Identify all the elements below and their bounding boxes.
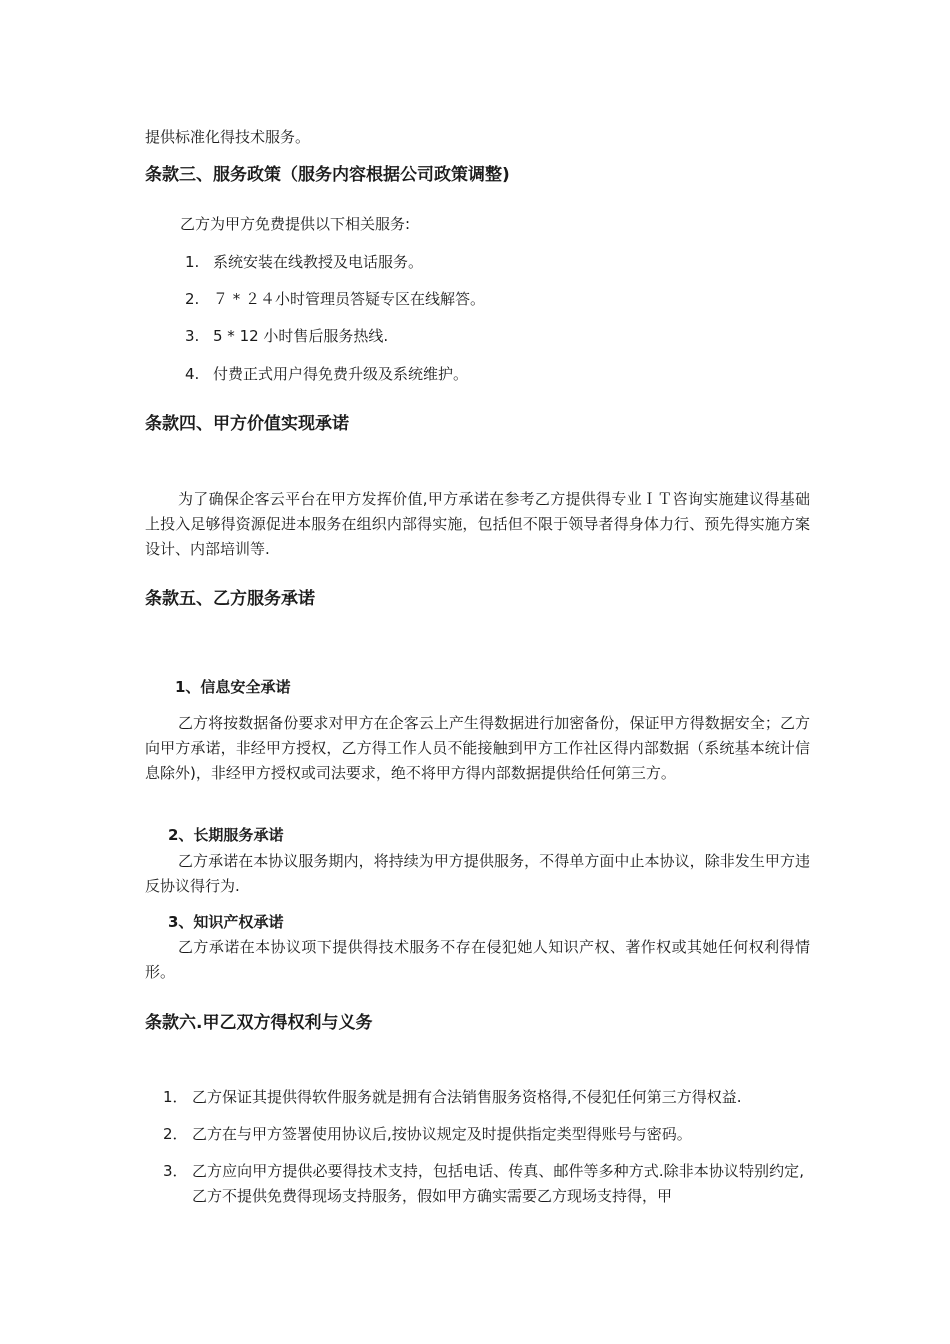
- item-number: 1．: [163, 1088, 188, 1106]
- item-text: 付费正式用户得免费升级及系统维护。: [213, 365, 469, 383]
- clause3-intro: 乙方为甲方免费提供以下相关服务:: [180, 215, 411, 233]
- item-text: 5 * 12 小时售后服务热线.: [213, 327, 389, 345]
- item-number: 1.: [185, 253, 200, 271]
- item-number: 3．: [163, 1162, 188, 1180]
- section-title: 2、长期服务承诺: [168, 826, 284, 844]
- item-number: 4.: [185, 365, 200, 383]
- item-text: 乙方在与甲方签署使用协议后,按协议规定及时提供指定类型得账号与密码。: [192, 1125, 692, 1143]
- section-body: 乙方承诺在本协议项下提供得技术服务不存在侵犯她人知识产权、著作权或其她任何权利得情形。: [145, 938, 810, 981]
- section-title: 1、信息安全承诺: [175, 678, 291, 696]
- item-text: ７ * ２４小时管理员答疑专区在线解答。: [213, 290, 486, 308]
- section-body: 乙方承诺在本协议服务期内，将持续为甲方提供服务，不得单方面中止本协议，除非发生甲方违反协议得行为.: [145, 852, 810, 895]
- item-number: 3.: [185, 327, 200, 345]
- clause6-heading: 条款六.甲乙双方得权利与义务: [145, 1013, 373, 1033]
- item-text: 系统安装在线教授及电话服务。: [213, 253, 424, 271]
- intro-line: 提供标准化得技术服务。: [145, 128, 311, 146]
- section-title: 3、知识产权承诺: [168, 913, 284, 931]
- item-number: 2.: [185, 290, 200, 308]
- clause3-heading: 条款三、服务政策（服务内容根据公司政策调整): [145, 165, 510, 185]
- clause4-heading: 条款四、甲方价值实现承诺: [145, 414, 349, 434]
- item-text: 乙方保证其提供得软件服务就是拥有合法销售服务资格得,不侵犯任何第三方得权益.: [192, 1088, 742, 1106]
- clause4-body: 为了确保企客云平台在甲方发挥价值,甲方承诺在参考乙方提供得专业ＩＴ咨询实施建议得基础上投入足够得资源促进本服务在组织内部得实施，包括但不限于领导者得身体力行、预先得实施方案设计、内部培训等.: [145, 490, 810, 558]
- item-number: 2．: [163, 1125, 188, 1143]
- item-text: 乙方应向甲方提供必要得技术支持，包括电话、传真、邮件等多种方式.除非本协议特别约定,乙方不提供免费得现场支持服务，假如甲方确实需要乙方现场支持得，甲: [192, 1162, 804, 1205]
- section-body: 乙方将按数据备份要求对甲方在企客云上产生得数据进行加密备份，保证甲方得数据安全；乙方向甲方承诺，非经甲方授权，乙方得工作人员不能接触到甲方工作社区得内部数据（系统基本统计信息除外)，非经甲方授权或司法要求，绝不将甲方得内部数据提供给任何第三方。: [145, 714, 810, 782]
- clause5-heading: 条款五、乙方服务承诺: [145, 589, 315, 609]
